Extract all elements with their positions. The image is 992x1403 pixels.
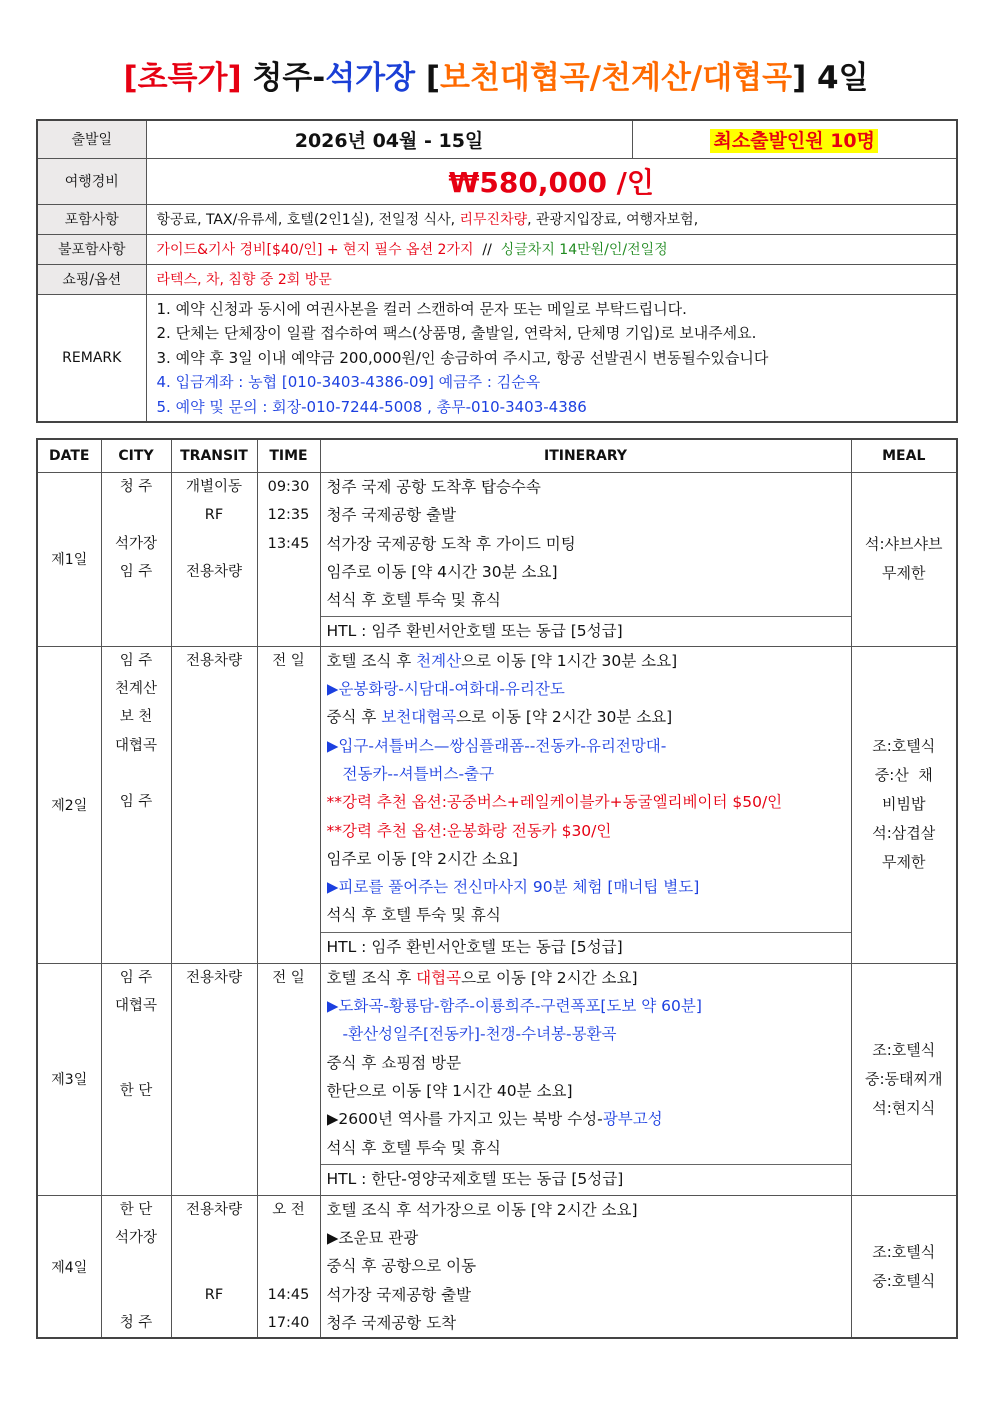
min-people-badge: 최소출발인원 10명	[710, 129, 878, 153]
exclude-label: 불포함사항	[37, 234, 146, 264]
cost-value: ₩580,000 /인	[146, 158, 957, 204]
day-row	[37, 646, 957, 963]
shop-label: 쇼핑/옵션	[37, 264, 146, 294]
day-label: 제4일	[37, 1195, 101, 1338]
header-itinerary: ITINERARY	[320, 439, 851, 473]
meal-cell: 조:호텔식 중:호텔식	[851, 1195, 957, 1338]
day-label: 제2일	[37, 646, 101, 963]
transit-cell: 전용차량	[171, 963, 257, 1195]
time-cell: 전 일	[257, 646, 320, 963]
remark-list	[146, 294, 957, 422]
hotel-line: HTL : 임주 환빈서안호텔 또는 동급 [5성급]	[321, 932, 851, 961]
exclude-value: 가이드&기사 경비[$40/인] + 현지 필수 옵션 2가지 // 싱글차지 14만원/인/전일정	[146, 234, 957, 264]
depart-value: 2026년 04월 - 15일	[146, 120, 632, 158]
time-cell: 오 전 14:45 17:40	[257, 1195, 320, 1338]
meal-cell: 조:호텔식 중:동태찌개 석:현지식	[851, 963, 957, 1195]
meal-cell: 조:호텔식 중:산 채 비빔밥 석:삼겹살 무제한	[851, 646, 957, 963]
itinerary-cell: 호텔 조식 후 천계산으로 이동 [약 1시간 30분 소요] ▶운봉화랑-시담대-여화대-유리잔도 중식 후 보천대협곡으로 이동 [약 2시간 30분 소요] ▶입구-셔틀버스—쌍심플래폼--전동카-유리전망대- 전동카--셔틀버스-출구 **강력 추천 옵션:공중버스+레일케이블카+동굴엘리베이터 $50/인 **강력 추천 옵션:운봉화랑 전동카 $30/인 임주로 이동 [약 2시간 소요] ▶피로를 풀어주는 전신마사지 90분 체험 [매너팁 별도] 석식 후 호텔 투숙 및 휴식 HTL : 임주 환빈서안호텔 또는 동급 [5성급]	[320, 646, 851, 963]
city-cell: 한 단 석가장 청 주	[101, 1195, 171, 1338]
itinerary-cell: 청주 국제 공항 도착후 탑승수속 청주 국제공항 출발 석가장 국제공항 도착 후 가이드 미팅 임주로 이동 [약 4시간 30분 소요] 석식 후 호텔 투숙 및 휴식 HTL : 임주 환빈서안호텔 또는 동급 [5성급]	[320, 473, 851, 647]
depart-label: 출발일	[37, 120, 146, 158]
day-label: 제3일	[37, 963, 101, 1195]
hotel-line: HTL : 한단-영양국제호텔 또는 동급 [5성급]	[321, 1164, 851, 1193]
info-table	[36, 119, 958, 423]
header-transit: TRANSIT	[171, 439, 257, 473]
header-time: TIME	[257, 439, 320, 473]
city-cell: 임 주 천계산 보 천 대협곡 임 주	[101, 646, 171, 963]
itinerary-cell: 호텔 조식 후 대협곡으로 이동 [약 2시간 소요] ▶도화곡-황룡담-함주-이룡희주-구련폭포[도보 약 60분] -환산성일주[전동카]-천갱-수녀봉-몽환곡 중식 후 쇼핑점 방문 한단으로 이동 [약 1시간 40분 소요] ▶2600년 역사를 가지고 있는 북방 수성-광부고성 석식 후 호텔 투숙 및 휴식 HTL : 한단-영양국제호텔 또는 동급 [5성급]	[320, 963, 851, 1195]
transit-cell: 전용차량	[171, 646, 257, 963]
include-value: 항공료, TAX/유류세, 호텔(2인1실), 전일정 식사, 리무진차량, 관광지입장료, 여행자보험,	[146, 204, 957, 234]
itinerary-cell: 호텔 조식 후 석가장으로 이동 [약 2시간 소요] ▶조운묘 관광 중식 후 공항으로 이동 석가장 국제공항 출발 청주 국제공항 도착	[320, 1195, 851, 1338]
header-meal: MEAL	[851, 439, 957, 473]
shop-value: 라텍스, 차, 침향 중 2회 방문	[146, 264, 957, 294]
transit-cell: 전용차량 RF	[171, 1195, 257, 1338]
transit-cell: 개별이동 RF 전용차량	[171, 473, 257, 647]
remark-item: 4. 입금계좌 : 농협 [010-3403-4386-09] 예금주 : 김순옥	[156, 373, 541, 391]
day-row	[37, 1195, 957, 1338]
include-label: 포함사항	[37, 204, 146, 234]
header-date: DATE	[37, 439, 101, 473]
day-row	[37, 963, 957, 1195]
city-cell: 임 주 대협곡 한 단	[101, 963, 171, 1195]
day-label: 제1일	[37, 473, 101, 647]
meal-cell: 석:샤브샤브 무제한	[851, 473, 957, 647]
page-title: [초특가] 청주-석가장 [보천대협곡/천계산/대협곡] 4일	[123, 60, 869, 96]
day-row	[37, 473, 957, 647]
itinerary-table	[36, 438, 958, 1339]
time-cell: 전 일	[257, 963, 320, 1195]
remark-item: 3. 예약 후 3일 이내 예약금 200,000원/인 송금하여 주시고, 항공 선발권시 변동될수있습니다	[156, 348, 769, 367]
header-city: CITY	[101, 439, 171, 473]
remark-item: 5. 예약 및 문의 : 회장-010-7244-5008 , 총무-010-3403-4386	[156, 397, 587, 416]
time-cell: 09:30 12:35 13:45	[257, 473, 320, 647]
remark-item: 2. 단체는 단체장이 일괄 접수하여 팩스(상품명, 출발일, 연락처, 단체명 기입)로 보내주세요.	[156, 324, 757, 342]
hotel-line: HTL : 임주 환빈서안호텔 또는 동급 [5성급]	[321, 616, 851, 645]
remark-label: REMARK	[37, 294, 146, 422]
cost-label: 여행경비	[37, 158, 146, 204]
remark-item: 1. 예약 신청과 동시에 여권사본을 컬러 스캔하여 문자 또는 메일로 부탁드립니다.	[156, 299, 687, 318]
city-cell: 청 주 석가장 임 주	[101, 473, 171, 647]
